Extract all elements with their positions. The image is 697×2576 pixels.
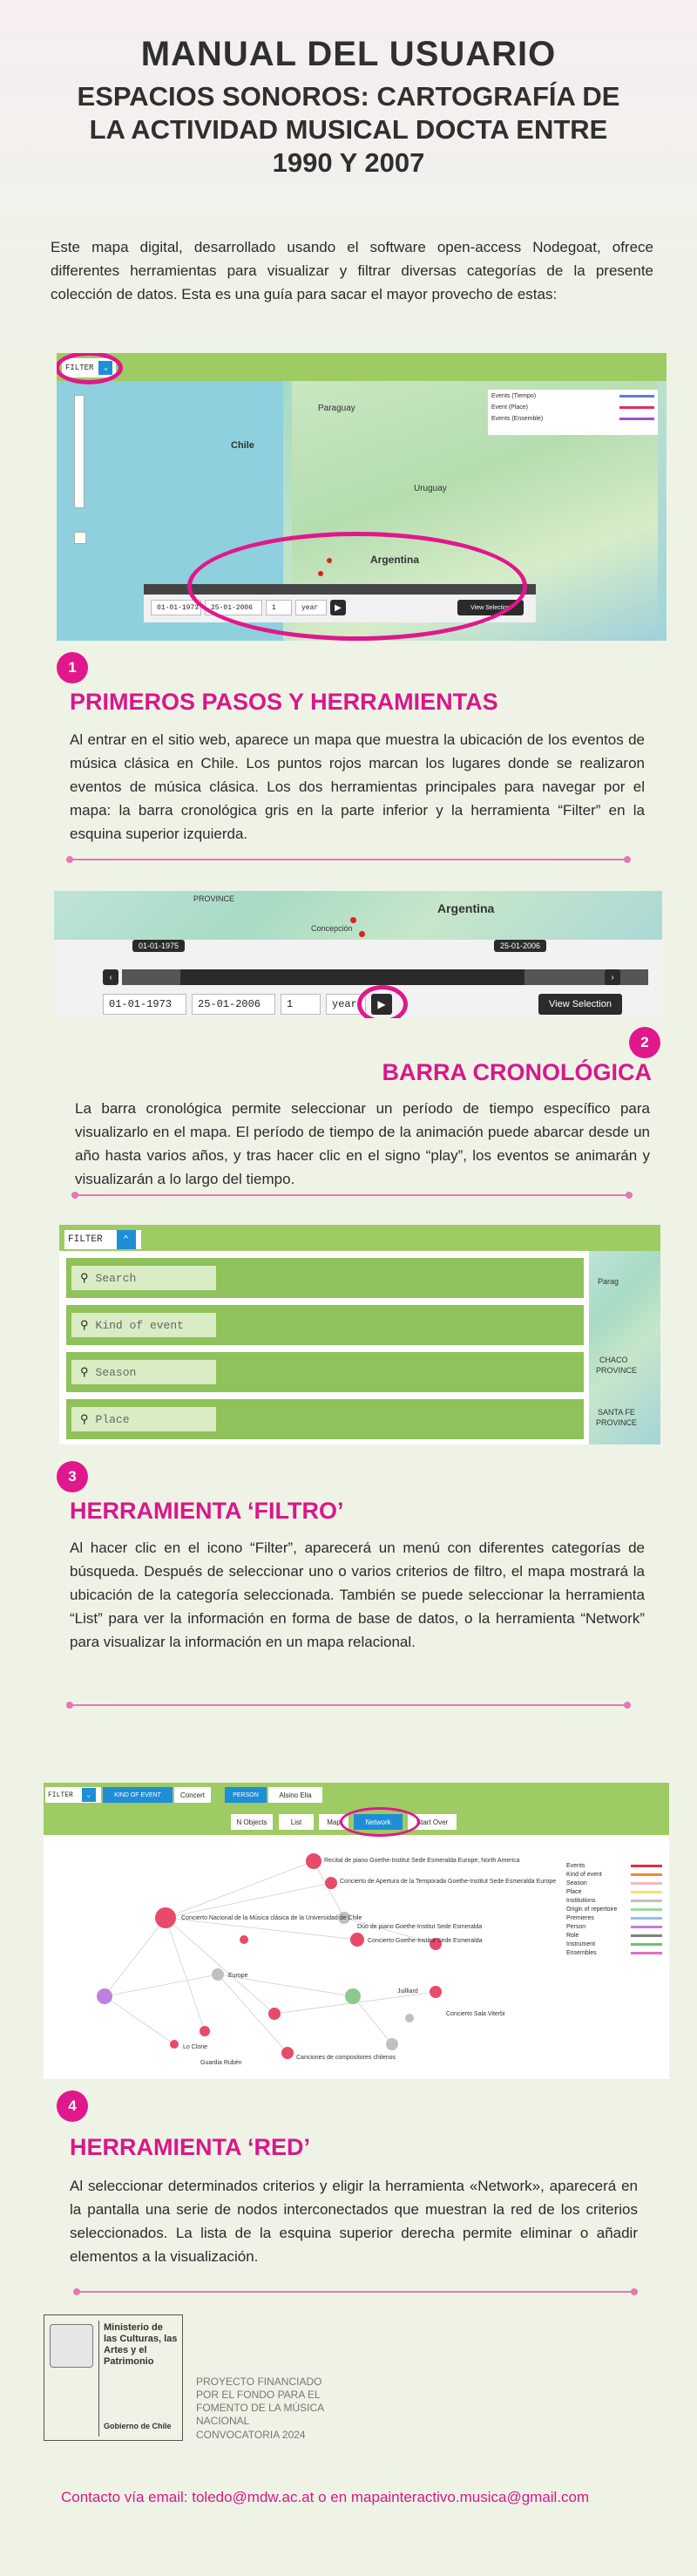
filter-panel-screenshot: FILTER ⌃ Parag CHACO PROVINCE SANTA FE PROVINCE ⚲ Search ⚲ Kind of event ⚲ Season ⚲ Place: [59, 1225, 660, 1444]
section-3-heading: HERRAMIENTA ‘FILTRO’: [70, 1498, 344, 1524]
funding-note: PROYECTO FINANCIADO POR EL FONDO PARA EL FOMENTO DE LA MÚSICA NACIONAL: [196, 2375, 324, 2427]
section-2-badge: 2: [629, 1027, 660, 1058]
search-icon: ⚲: [80, 1318, 89, 1332]
play-icon[interactable]: ▶: [330, 600, 346, 615]
section-divider: [77, 2291, 634, 2293]
layers-icon[interactable]: [74, 532, 86, 544]
timeline-range-handle[interactable]: [180, 969, 524, 985]
filter-button[interactable]: FILTER ⌄: [45, 1787, 101, 1803]
contact-line[interactable]: Contacto vía email: toledo@mdw.ac.at o en mapainteractivo.musica@gmail.com: [61, 2489, 590, 2505]
intro-text: Este mapa digital, desarrollado usando el software open-access Nodegoat, ofrece differentes herramientas para visualizar y filtrar diversas categorías de la presente colección de datos. Esta es una guía para sacar el mayor provecho de estas:: [51, 239, 653, 302]
season-input[interactable]: ⚲ Season: [71, 1360, 216, 1384]
section-divider: [75, 1194, 629, 1196]
section-1-text: Al entrar en el sitio web, aparece un mapa que muestra la ubicación de los eventos de música clásica en Chile. Los puntos rojos marcan los lugares donde se realizaron eventos de música clásica. Los dos herramientas principales para navegar por el mapa: la barra cronológica gris en la parte inferior y la herramienta “Filter” en la esquina superior izquierda.: [70, 731, 645, 842]
section-3-badge: 3: [57, 1461, 88, 1492]
section-2-text: La barra cronológica permite seleccionar un período de tiempo específico para visualizarlo en el mapa. El período de tiempo de la animación puede abarcar desde un año hasta varios años, y tras hacer clic en el signo “play”, los eventos se animarán y visualizarán a lo largo del tiempo.: [75, 1100, 650, 1187]
funding-call: CONVOCATORIA 2024: [196, 2429, 306, 2441]
place-input[interactable]: ⚲ Place: [71, 1407, 216, 1431]
legend-box: Events (Tiempo) Event (Place) Events (Ensemble): [488, 390, 658, 435]
network-screenshot: FILTER ⌄ KIND OF EVENT Concert PERSON Alsino Elia N Objects List Map Network Start Over Events Kind of event Season Place Institutions Origin of repertoire Premieres Person Role Instrument Ensembles Recital de piano Goethe-Institut Sede Esmeralda Europe, North America Concierto de Apertura de la Temporada Goethe-Institut Sede Esmeralda Europe Concierto Nacional de la Música clásica de la Universidad de Chile Dúo de piano Goethe-Institut Sede Esmeralda Concierto Goethe-Institut Sede Esmeralda Europe Juilliard Concierto Sala Viterbi Lo Clone Guardia Rubén Canciones de compositores chilenos: [44, 1783, 669, 2079]
map-screenshot-overview: FILTER ⌄ Events (Tiempo) Event (Place) Events (Ensemble) Paraguay Chile Argentina Uruguay 01-01-1973 25-01-2006 1 year ▶ View Selection: [57, 353, 667, 641]
ministry-logo: Ministerio de las Culturas, las Artes y el Patrimonio Gobierno de Chile: [44, 2314, 183, 2441]
tab-map[interactable]: Map: [319, 1814, 348, 1830]
tab-list[interactable]: List: [279, 1814, 314, 1830]
section-4-text: Al seleccionar determinados criterios y eligir la herramienta «Network», aparecerá en la pantalla una serie de nodos interconectados que muestran la red de los criterios seleccionados. La lista de la esquina superior derecha permite eliminar o añadir elementos a la visualización.: [70, 2178, 638, 2265]
filter-row-place: [66, 1399, 584, 1439]
timeline-bar-zoomed[interactable]: 01-01-1975 25-01-2006 ‹ › 01-01-1973 25-01-2006 1 year ▶ View Selection: [54, 940, 662, 1018]
filter-row-search: [66, 1258, 584, 1298]
network-legend: Events Kind of event Season Place Institutions Origin of repertoire Premieres Person Role Instrument Ensembles: [566, 1861, 662, 1957]
chevron-down-icon: ⌄: [82, 1788, 96, 1802]
filter-button[interactable]: FILTER ⌃: [64, 1230, 141, 1249]
zoom-slider[interactable]: [74, 395, 85, 508]
kind-of-event-input[interactable]: ⚲ Kind of event: [71, 1313, 216, 1337]
chevron-left-icon[interactable]: ‹: [103, 969, 118, 985]
chevron-up-icon: ⌃: [117, 1230, 136, 1249]
map-screenshot-timeline: PROVINCE Argentina Concepción 01-01-1975 25-01-2006 ‹ › 01-01-1973 25-01-2006 1 year ▶ View Selection: [54, 891, 662, 1018]
chevron-right-icon[interactable]: ›: [605, 969, 620, 985]
section-4-badge: 4: [57, 2090, 88, 2122]
tab-objects[interactable]: N Objects: [231, 1814, 273, 1830]
chevron-down-icon: ⌄: [98, 361, 112, 375]
timeline-bar[interactable]: 01-01-1973 25-01-2006 1 year ▶ View Selection: [144, 584, 536, 622]
filter-button[interactable]: FILTER ⌄: [62, 358, 116, 377]
page-title: MANUAL DEL USUARIO: [140, 35, 557, 73]
search-input[interactable]: ⚲ Search: [71, 1266, 216, 1290]
section-4-heading: HERRAMIENTA ‘RED’: [70, 2134, 310, 2160]
search-icon: ⚲: [80, 1365, 89, 1379]
coat-of-arms-icon: [50, 2324, 93, 2368]
search-icon: ⚲: [80, 1271, 89, 1285]
page-subtitle: ESPACIOS SONOROS: CARTOGRAFÍA DE LA ACTIVIDAD MUSICAL DOCTA ENTRE 1990 Y 2007: [77, 81, 620, 178]
filter-row-kind: [66, 1305, 584, 1345]
section-2-heading: BARRA CRONOLÓGICA: [382, 1059, 652, 1085]
play-icon[interactable]: ▶: [371, 994, 392, 1015]
filter-row-season: [66, 1352, 584, 1392]
section-divider: [70, 859, 627, 860]
section-3-text: Al hacer clic en el icono “Filter”, aparecerá un menú con diferentes categorías de búsqueda. Después de seleccionar uno o varios criterios de filtro, el mapa mostrará la ubicación de la categoría seleccionada. También se puede seleccionar la herramienta “List” para ver la información en forma de base de datos, o la herramienta “Network” para visualizar la información en un mapa relacional.: [70, 1539, 645, 1650]
tab-network[interactable]: Network: [354, 1814, 403, 1830]
section-1-badge: 1: [57, 652, 88, 683]
section-1-heading: PRIMEROS PASOS Y HERRAMIENTAS: [70, 689, 498, 715]
search-icon: ⚲: [80, 1412, 89, 1426]
tab-start-over[interactable]: Start Over: [408, 1814, 457, 1830]
section-divider: [70, 1704, 627, 1706]
network-graph[interactable]: [44, 1835, 566, 2079]
